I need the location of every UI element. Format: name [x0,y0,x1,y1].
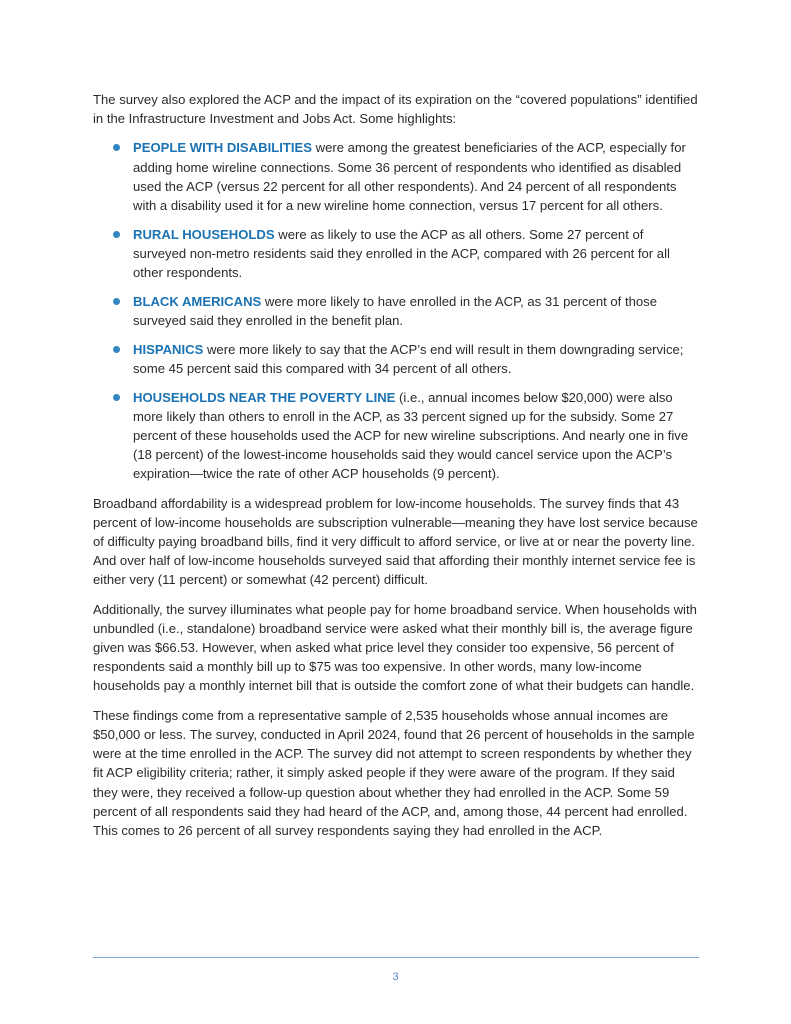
footer-divider [93,957,699,958]
highlight-label: HISPANICS [133,341,204,357]
list-item [93,138,699,215]
highlight-label: HOUSEHOLDS NEAR THE POVERTY LINE [133,389,396,405]
bullet-icon [113,231,120,238]
list-item [93,388,699,484]
highlight-text: were more likely to say that the ACP’s end will result in them downgrading service; some 45 percent said this compared with 34 percent of all others. [133,341,684,376]
highlight-text: were as likely to use the ACP as all others. Some 27 percent of surveyed non-metro residents said they enrolled in the ACP, compared with 26 percent for all other respondents. [133,226,670,281]
body-content [93,90,699,850]
list-item [93,340,699,378]
bullet-icon [113,394,120,401]
highlights-list [93,138,699,483]
pricing-paragraph: Additionally, the survey illuminates what people pay for home broadband service. When households with unbundled (i.e., standalone) broadband service were asked what their monthly bill is, the average figure given was $66.53. However, when asked what price level they consider too expensive, 56 percent of respondents said a monthly bill up to $75 was too expensive. In other words, many low-income households pay a monthly internet bill that is outside the comfort zone of what their budgets can handle. [93,601,697,694]
highlight-label: RURAL HOUSEHOLDS [133,226,275,242]
list-item [93,292,699,330]
affordability-paragraph: Broadband affordability is a widespread problem for low-income households. The survey finds that 43 percent of low-income households are subscription vulnerable—meaning they have lost service because of difficulty paying broadband bills, find it very difficult to afford service, or live at or near the poverty line. And over half of low-income households surveyed said that affording their monthly internet service fee is either very (11 percent) or somewhat (42 percent) difficult. [93,495,698,588]
highlight-text: were more likely to have enrolled in the ACP, as 31 percent of those surveyed said they enrolled in the benefit plan. [133,293,657,329]
methodology-paragraph: These findings come from a representative sample of 2,535 households whose annual incomes are $50,000 or less. The survey, conducted in April 2024, found that 26 percent of households in the sample were at the time enrolled in the ACP. The survey did not attempt to screen respondents by whether they fit ACP eligibility criteria; rather, it simply asked people if they were aware of the program. If they said they were, they received a follow-up question about whether they had enrolled in the ACP. Some 59 percent of all respondents said they had heard of the ACP, and, among those, 44 percent had enrolled. This comes to 26 percent of all survey respondents saying they had enrolled in the ACP. [93,707,695,838]
bullet-icon [113,346,120,353]
page-number: 3 [392,971,399,983]
highlight-label: PEOPLE WITH DISABILITIES [133,140,312,156]
highlight-text: were among the greatest beneficiaries of the ACP, especially for adding home wireline connections. Some 36 percent of respondents who identified as disabled used the ACP (versus 22 percent for all other respondents). And 24 percent of all respondents with a disability used it for a new wireline home connection, versus 17 percent for all others. [133,140,686,214]
list-item [93,225,699,283]
bullet-icon [113,298,120,305]
highlight-label: BLACK AMERICANS [133,293,262,309]
highlight-text: (i.e., annual incomes below $20,000) were also more likely than others to enroll in the ACP, as 33 percent signed up for the subsidy. Some 27 percent of these households used the ACP for new wireline subscriptions. And nearly one in five (18 percent) of the lowest-income households said they would cancel service upon the ACP’s expiration—twice the rate of other ACP households (9 percent). [133,389,689,482]
bullet-icon [113,144,120,151]
intro-paragraph: The survey also explored the ACP and the impact of its expiration on the “covered populations” identified in the Infrastructure Investment and Jobs Act. Some highlights: [93,92,698,127]
